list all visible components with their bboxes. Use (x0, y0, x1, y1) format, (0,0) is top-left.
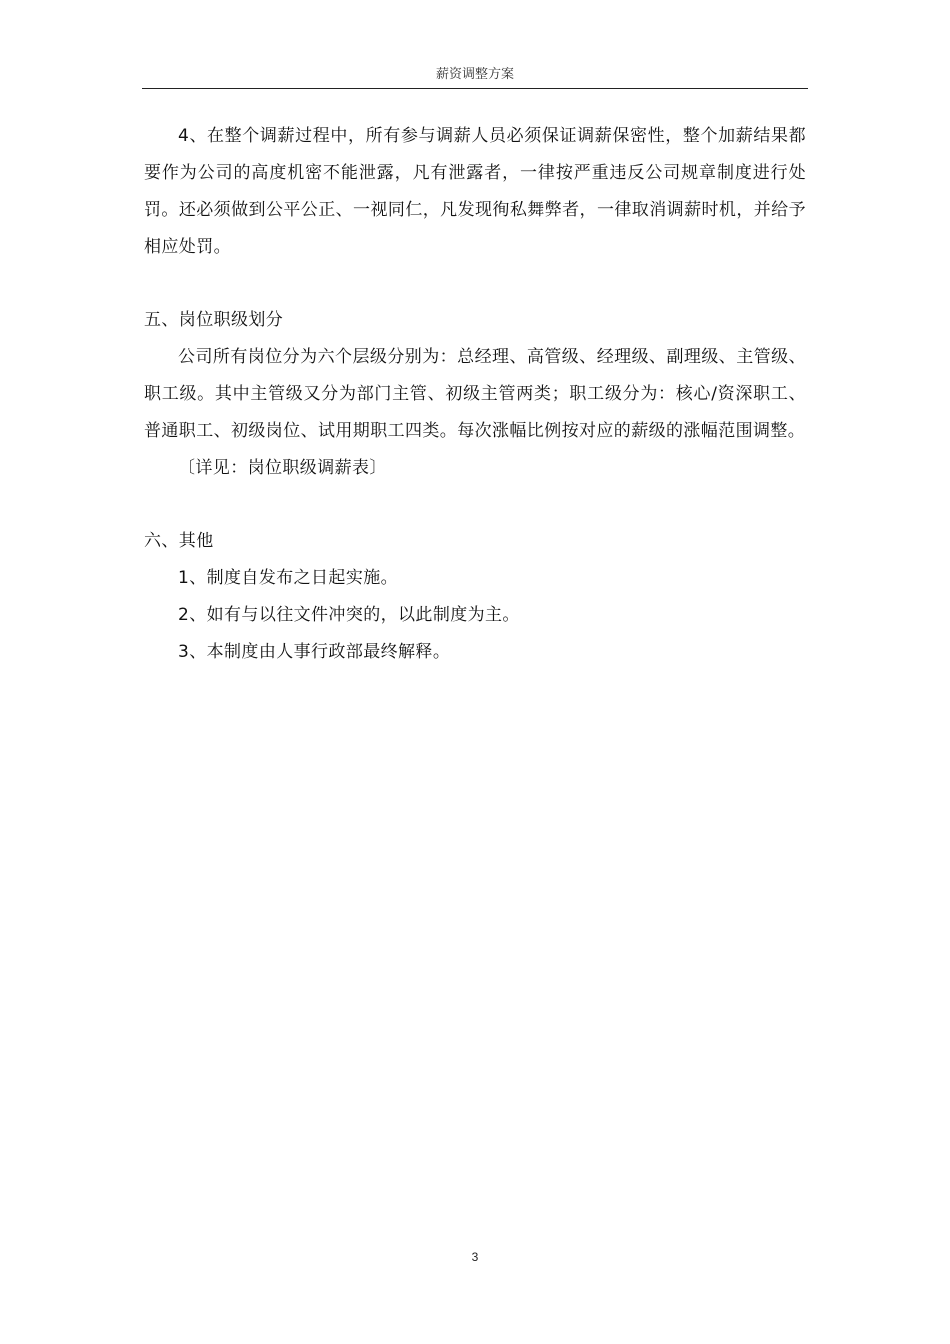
section-title-5: 五、岗位职级划分 (144, 310, 284, 330)
section-5-note: 〔详见：岗位职级调薪表〕 (178, 458, 387, 478)
running-header: 薪资调整方案 (142, 66, 808, 89)
document-body (144, 118, 806, 671)
spacer (144, 266, 806, 302)
list-item: 2、如有与以往文件冲突的，以此制度为主。 (178, 605, 520, 625)
section-5-paragraph: 公司所有岗位分为六个层级分别为：总经理、高管级、经理级、副理级、主管级、职工级。其中主管级又分为部门主管、初级主管两类；职工级分为：核心/资深职工、普通职工、初级岗位、试用期职工四类。每次涨幅比例按对应的薪级的涨幅范围调整。 (144, 347, 806, 441)
section-title-6: 六、其他 (144, 531, 214, 551)
list-item: 1、制度自发布之日起实施。 (178, 568, 399, 588)
paragraph-item-4: 4、在整个调薪过程中，所有参与调薪人员必须保证调薪保密性，整个加薪结果都要作为公司的高度机密不能泄露，凡有泄露者，一律按严重违反公司规章制度进行处罚。还必须做到公平公正、一视同仁，凡发现徇私舞弊者，一律取消调薪时机，并给予相应处罚。 (144, 126, 806, 257)
spacer (144, 487, 806, 523)
list-item: 3、本制度由人事行政部最终解释。 (178, 642, 451, 662)
page-number: 3 (471, 1250, 479, 1264)
